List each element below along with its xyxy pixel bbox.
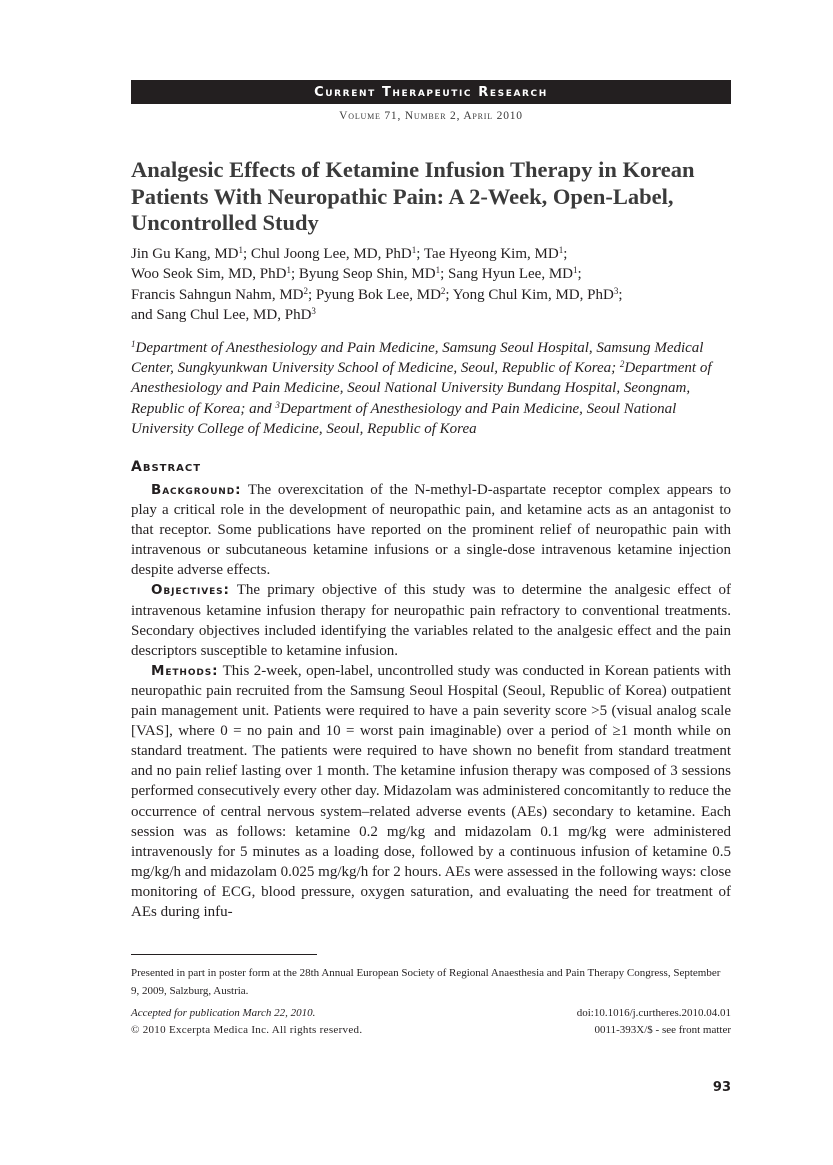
affiliation: Department of Anesthesiology and Pain Medicine, Seoul National University Bundang Hospital, Seongnam, Republic of Korea; and	[131, 360, 712, 417]
copyright-notice: © 2010 Excerpta Medica Inc. All rights reserved.	[131, 1024, 363, 1036]
page-number: 93	[712, 1080, 731, 1095]
affiliation-number: 2	[619, 359, 625, 370]
article-page	[131, 0, 731, 1165]
doi: doi:10.1016/j.curtheres.2010.04.01	[576, 1007, 731, 1019]
author: Yong Chul Kim, MD, PhD$^3$;	[452, 285, 623, 303]
section-text: The overexcitation of the N-methyl-D-aspartate receptor complex appears to play a critical role in the development of neuropathic pain, and ketamine acts as an antagonist to that receptor. Some publications have reported on the prominent relief of neuropathic pain with intravenous or subcutaneous ketamine infusions or a single-dose intravenous ketamine injection despite adverse effects.	[131, 482, 731, 579]
abstract-objectives	[131, 580, 731, 660]
author: Jin Gu Kang, $MD^1$;	[131, 245, 251, 262]
abstract-methods	[131, 661, 731, 922]
journal-header-bar	[131, 80, 731, 104]
abstract-heading: Abstract	[131, 459, 202, 475]
article-title: Analgesic Effects of Ketamine Infusion Therapy in Korean Patients With Neuropathic Pain: A 2-Week, Open-Label, Uncontrolled Study	[131, 157, 695, 235]
author: and Sang Chul Lee, MD, PhD$^3$	[131, 305, 316, 323]
author: Pyung Bok Lee, $MD^2$;	[315, 285, 453, 303]
abstract-background	[131, 480, 731, 580]
affiliation: Department of Anesthesiology and Pain Medicine, Seoul National University College of Medicine, Seoul, Republic of Korea	[131, 400, 677, 437]
presentation-footnote: Presented in part in poster form at the 28th Annual European Society of Regional Anaesthesia and Pain Therapy Congress, September 9, 2009, Salzburg, Austria.	[131, 967, 721, 997]
affiliation: Department of Anesthesiology and Pain Medicine, Samsung Seoul Hospital, Samsung Medical Center, Sungkyunkwan University School of Medicine, Seoul, Republic of Korea;	[131, 340, 704, 377]
abstract-body	[131, 480, 731, 922]
section-label: Methods:	[151, 662, 219, 679]
author-list	[131, 244, 731, 325]
section-text: This 2-week, open-label, uncontrolled study was conducted in Korean patients with neuropathic pain recruited from the Samsung Seoul Hospital (Seoul, Republic of Korea) outpatient pain management unit. Patients were required to have a pain severity score >5 (visual analog scale [VAS], where 0 = no pain and 10 = worst pain imaginable) over a period of ≥1 month while on standard treatment. The patients were required to have shown no benefit from standard treatment and no pain relief lasting over 1 month. The ketamine infusion therapy was composed of 3 sessions performed consecutively every other day. Midazolam was administered concomitantly to reduce the occurrence of central nervous system–related adverse events (AEs) secondary to ketamine. Each session was as follows: ketamine 0.2 mg/kg and midazolam 0.1 mg/kg were administered intravenously for 5 minutes as a loading dose, followed by a continuous infusion of ketamine 0.5 mg/kg/h and midazolam 0.025 mg/kg/h for 2 hours. AEs were assessed in the following ways: close monitoring of ECG, blood pressure, oxygen saturation, and evaluating the need for treatment of AEs during infu-	[131, 662, 731, 920]
section-text: The primary objective of this study was to determine the analgesic effect of intravenous ketamine infusion therapy for neuropathic pain refractory to conventional treatments. Secondary objectives included identifying the variables related to the analgesic effect and the pain descriptors susceptible to ketamine infusion.	[131, 582, 732, 659]
issn: 0011-393X/$ - see front matter	[594, 1024, 731, 1036]
affiliations	[131, 338, 731, 439]
author: Tae Hyeong Kim, $MD^1$;	[423, 245, 568, 262]
accepted-date: Accepted for publication March 22, 2010.	[131, 1007, 316, 1019]
affiliation-number: 1	[131, 339, 136, 349]
footnote-divider	[131, 954, 317, 955]
author: Sang Hyun Lee, $MD^1$;	[448, 265, 582, 283]
author: Francis Sahngun Nahm, $MD^2$;	[131, 285, 316, 303]
author: Chul Joong Lee, MD, PhD$^1$;	[250, 245, 424, 262]
volume-issue-line: Volume 71, Number 2, April 2010	[339, 110, 523, 122]
affiliation-number: 3	[275, 399, 280, 410]
section-label: Objectives:	[151, 582, 230, 599]
author: Woo Seok Sim, MD, PhD$^1$;	[131, 265, 299, 283]
author: Byung Seop Shin, $MD^1$;	[298, 265, 449, 283]
journal-name: Current Therapeutic Research	[314, 85, 548, 100]
section-label: Background:	[151, 482, 242, 498]
